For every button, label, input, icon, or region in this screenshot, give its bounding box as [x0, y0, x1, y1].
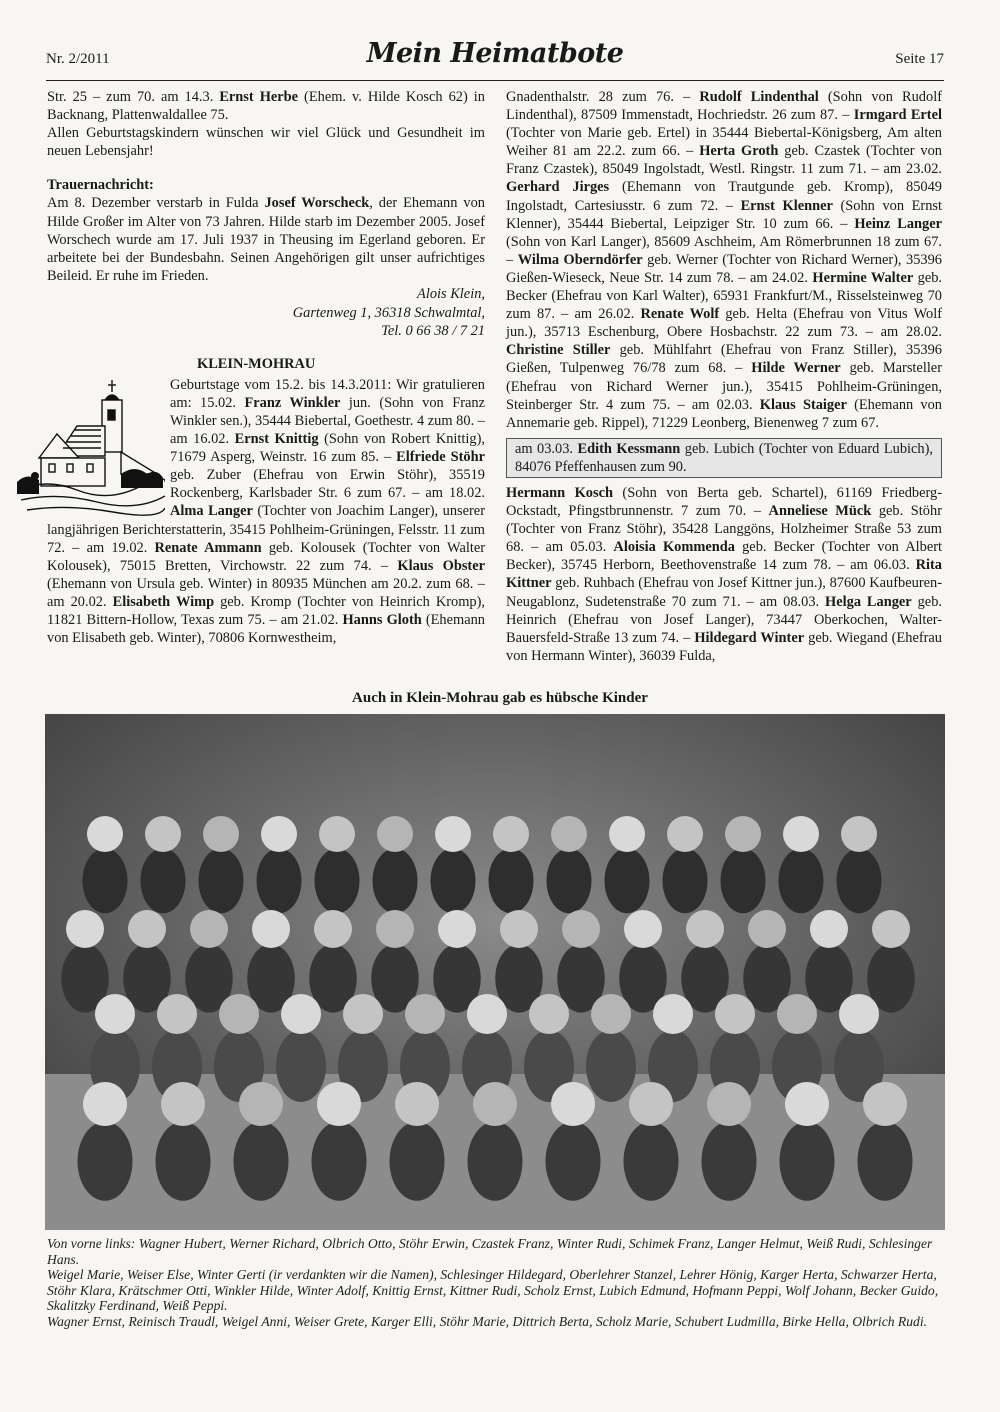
caption-row-middle: Weigel Marie, Weiser Else, Winter Gerti (ir verdankten wir die Namen), Schlesinger Hildegard, Oberlehrer Stanzel, Lehrer Hönig, Karger Herta, Schwarzer Herta, Stöhr Klara, Krätschmer Otti, Winkler Hilde, Winter Adolf, Knittig Ernst, Kittner Rudi, Scholz Ernst, Lubich Edmund, Hofmann Peppi, Wolf Johann, Becker Guido, Skalitzky Ferdinand, Weiß Peppi. — [47, 1267, 939, 1314]
child-silhouette — [780, 1122, 835, 1201]
right-column — [506, 88, 942, 665]
village-church-illustration — [17, 378, 165, 516]
child-silhouette — [721, 848, 766, 913]
child-face — [783, 816, 819, 852]
child-face — [500, 910, 538, 948]
child-silhouette — [586, 1030, 636, 1102]
child-silhouette — [837, 848, 882, 913]
text-run: Gnadenthalstr. 28 zum 76. – — [506, 89, 700, 105]
text-run: geb. Lubich (Tochter von Eduard Lubich), 84076 Pfeffenhausen zum 90. — [515, 440, 933, 475]
child-silhouette — [373, 848, 418, 913]
child-silhouette — [156, 1122, 211, 1201]
text-run: (Tochter von Joachim Langer), unserer langjährigen Berichterstatterin, 35415 Pohlheim-Grüningen, Felsstr. 11 zum 72. – am 19.02. — [47, 503, 485, 556]
child-face — [715, 994, 755, 1034]
child-face — [785, 1082, 829, 1126]
signature-address: Gartenweg 1, 36318 Schwalmtal, — [292, 304, 485, 321]
person-name: Hanns Gloth — [342, 612, 422, 629]
child-face — [725, 816, 761, 852]
child-silhouette — [141, 848, 186, 913]
child-face — [219, 994, 259, 1034]
child-face — [95, 994, 135, 1034]
child-face — [562, 910, 600, 948]
child-face — [145, 816, 181, 852]
text-run: geb. Kolousek (Tochter von Walter Kolousek), 75015 Bretten, Virchowstr. 22 zum 74. – — [47, 539, 486, 574]
child-face — [83, 1082, 127, 1126]
text-run: geb. Czastek (Tochter von Franz Czastek), 85049 Ingolstadt, Westl. Ringstr. 11 zum 71. – am 23.02. — [506, 143, 942, 178]
person-name: Hermann Kosch — [506, 484, 613, 501]
mourning-heading: Trauernachricht: — [47, 177, 154, 194]
child-face — [653, 994, 693, 1034]
child-silhouette — [390, 1122, 445, 1201]
child-face — [667, 816, 703, 852]
text-run: Str. 25 – zum 70. am 14.3. — [47, 89, 220, 105]
issue-number: Nr. 2/2011 — [46, 51, 110, 67]
paragraph: Allen Geburtstagskindern wünschen wir viel Glück und Gesundheit im neuen Lebensjahr! — [47, 125, 485, 160]
child-face — [190, 910, 228, 948]
child-face — [777, 994, 817, 1034]
text-run: , der Ehemann von Hilde Großer im Alter von 73 Jahren. Hilde starb im Dezember 2005. Josef Worschech wurde am 17. Juli 1937 in Theusing im Egerland geboren. Er arbeitete bei der Bundesbahn. Seinen Angehörigen gilt unser aufrichtiges Beileid. Er ruhe im Frieden. — [47, 195, 485, 284]
child-face — [252, 910, 290, 948]
child-silhouette — [78, 1122, 133, 1201]
text-run: (Sohn von Robert Knittig), 71679 Asperg, Weinstr. 16 zum 85. – — [170, 431, 485, 466]
text-run: geb. Mühlfahrt (Ehefrau von Franz Stiller), 35396 Gießen, Tulpenweg 76/78 zum 68. – — [506, 342, 942, 377]
person-name: Christine Stiller — [506, 342, 611, 359]
person-name: Hilde Werner — [751, 360, 841, 377]
child-face — [872, 910, 910, 948]
child-face — [128, 910, 166, 948]
child-face — [239, 1082, 283, 1126]
child-face — [551, 816, 587, 852]
person-name: Aloisia Kommenda — [613, 539, 735, 556]
child-face — [493, 816, 529, 852]
person-name: Helga Langer — [825, 593, 912, 610]
child-face — [157, 994, 197, 1034]
person-name: Heinz Langer — [854, 215, 942, 232]
person-name: Ernst Knittig — [234, 431, 319, 448]
child-face — [467, 994, 507, 1034]
child-face — [810, 910, 848, 948]
child-face — [314, 910, 352, 948]
photo-caption — [47, 1236, 947, 1330]
person-name: Wilma Oberndörfer — [517, 251, 643, 268]
child-silhouette — [489, 848, 534, 913]
child-face — [405, 994, 445, 1034]
text-run: (Sohn von Berta geb. Schartel), 61169 Friedberg-Ockstadt, Pfingstbrunnenstr. 7 zum 70. – — [506, 484, 942, 520]
child-face — [748, 910, 786, 948]
highlight-box — [506, 438, 942, 478]
child-face — [395, 1082, 439, 1126]
text-run: (Ehemann von Elisabeth geb. Winter), 70806 Kornwestheim, — [47, 612, 485, 647]
child-silhouette — [312, 1122, 367, 1201]
person-name: Herta Groth — [699, 143, 779, 160]
child-silhouette — [431, 848, 476, 913]
paragraph — [47, 194, 485, 284]
person-name: Elisabeth Wimp — [112, 593, 215, 610]
text-run: (Sohn von Rudolf Lindenthal), 87509 Immenstadt, Hochriedstr. 26 zum 87. – — [506, 89, 942, 124]
text-run: Am 8. Dezember verstarb in Fulda — [47, 195, 265, 212]
child-silhouette — [779, 848, 824, 913]
child-face — [863, 1082, 907, 1126]
paragraph — [47, 88, 485, 124]
text-run: geb. Marsteller (Ehefrau von Richard Werner jun.), 35415 Pohlheim-Grüningen, Steinberger Str. 4 zum 75. – am 02.03. — [506, 360, 942, 413]
person-name: Edith Kessmann — [577, 440, 681, 457]
child-silhouette — [605, 848, 650, 913]
text-run: geb. Ruhbach (Ehefrau von Josef Kittner jun.), 87600 Kaufbeuren-Neugablonz, Sudetenstraße 70 zum 71. – am 08.03. — [506, 575, 942, 610]
person-name: Gerhard Jirges — [506, 179, 610, 196]
text-run: Geburtstage vom 15.2. bis 14.3.2011: Wir gratulieren am: 15.02. — [170, 376, 485, 411]
text-run: geb. Stöhr (Tochter von Franz Stöhr), 35428 Langgöns, Holzheimer Straße 53 zum 68. – am 05.03. — [506, 503, 942, 556]
text-run: geb. Becker (Tochter von Albert Becker), 35745 Herborn, Beethovenstraße 14 zum 78. – am 06.03. — [506, 539, 942, 574]
text-run: geb. Helta (Ehefrau von Vitus Wolf jun.), 35713 Eschenburg, Obere Hosbachstr. 22 zum 73. – am 28.02. — [506, 306, 942, 341]
child-silhouette — [315, 848, 360, 913]
person-name: Franz Winkler — [244, 394, 341, 411]
person-name: Renate Wolf — [640, 306, 720, 323]
child-face — [551, 1082, 595, 1126]
person-name: Rita Kittner — [506, 557, 942, 592]
text-run: (Ehemann von Trautgunde geb. Kromp), 85049 Ingolstadt, Cartesiusstr. 6 zum 72. – — [506, 179, 943, 214]
text-run: geb. Werner (Tochter von Richard Werner), 35396 Gießen-Wieseck, Neue Str. 14 zum 78. – am 24.02. — [506, 251, 942, 286]
child-face — [839, 994, 879, 1034]
child-face — [435, 816, 471, 852]
child-silhouette — [199, 848, 244, 913]
section-title: KLEIN-MOHRAU — [197, 355, 316, 372]
child-face — [319, 816, 355, 852]
child-face — [438, 910, 476, 948]
person-name: Klaus Staiger — [759, 396, 847, 413]
person-name: Anneliese Mück — [768, 503, 872, 520]
signature-phone: Tel. 0 66 38 / 7 21 — [381, 323, 485, 340]
child-face — [161, 1082, 205, 1126]
child-face — [281, 994, 321, 1034]
photo-title: Auch in Klein-Mohrau gab es hübsche Kinder — [352, 690, 648, 706]
left-column — [47, 88, 485, 647]
group-photo-illustration — [45, 714, 945, 1230]
child-face — [841, 816, 877, 852]
child-silhouette — [547, 848, 592, 913]
person-name: Rudolf Lindenthal — [699, 89, 819, 105]
child-face — [473, 1082, 517, 1126]
text-run: geb. Kromp (Tochter von Heinrich Kromp), 11821 Bittern-Hollow, Texas zum 75. – am 21.02. — [47, 593, 485, 629]
child-face — [87, 816, 123, 852]
child-silhouette — [257, 848, 302, 913]
person-name: Josef Worscheck — [264, 195, 370, 212]
signature-name: Alois Klein, — [417, 285, 485, 302]
masthead-logo: Mein Heimatbote — [366, 38, 624, 69]
child-silhouette — [276, 1030, 326, 1102]
text-run: am 03.03. — [515, 440, 578, 457]
text-run: geb. Becker (Ehefrau von Karl Walter), 65931 Frankfurt/M., Risselsteinweg 70 zum 87. – am 26.02. — [506, 269, 942, 323]
child-face — [624, 910, 662, 948]
child-silhouette — [858, 1122, 913, 1201]
text-run: geb. Wiegand (Ehefrau von Hermann Winter), 36039 Fulda, — [506, 629, 942, 664]
text-run: jun. (Sohn von Franz Winkler sen.), 35444 Biebertal, Goethestr. 4 zum 80. – am 16.02. — [170, 394, 485, 448]
child-silhouette — [234, 1122, 289, 1201]
child-silhouette — [702, 1122, 757, 1201]
text-run: (Ehem. v. Hilde Kosch 62) in Backnang, Plattenwaldallee 75. — [47, 89, 485, 124]
child-silhouette — [624, 1122, 679, 1201]
child-face — [686, 910, 724, 948]
page-header — [46, 38, 944, 81]
group-photo — [45, 714, 945, 1230]
text-run: geb. Zuber (Ehefrau von Erwin Stöhr), 35519 Rockenberg, Karlsbader Str. 6 zum 67. – am 18.02. — [170, 467, 485, 502]
caption-row-front: Von vorne links: Wagner Hubert, Werner Richard, Olbrich Otto, Stöhr Erwin, Czastek Franz, Winter Rudi, Schimek Franz, Langer Helmut, Weiß Rudi, Schlesinger Hans. — [47, 1236, 933, 1267]
birthday-list — [506, 88, 942, 432]
person-name: Renate Ammann — [154, 539, 262, 556]
birthday-section — [47, 376, 485, 647]
child-face — [203, 816, 239, 852]
text-run: (Tochter von Marie geb. Ertel) in 35444 Biebertal-Königsberg, Am alten Weiher 81 am 22.2. zum 66. – — [506, 125, 942, 160]
person-name: Irmgard Ertel — [853, 107, 942, 124]
child-face — [66, 910, 104, 948]
page-number: Seite 17 — [895, 51, 944, 67]
text-run: geb. Heinrich (Ehefrau von Josef Langer), 73447 Oberkochen, Walter-Bauersfeld-Straße 13 zum 74. – — [506, 593, 942, 646]
text-run: (Sohn von Ernst Klenner), 35444 Biebertal, Leipziger Str. 10 zum 66. – — [506, 197, 942, 232]
child-face — [707, 1082, 751, 1126]
child-face — [376, 910, 414, 948]
child-face — [609, 816, 645, 852]
child-silhouette — [663, 848, 708, 913]
person-name: Klaus Obster — [397, 557, 485, 574]
child-face — [591, 994, 631, 1034]
child-face — [629, 1082, 673, 1126]
birthday-list — [506, 484, 942, 665]
child-face — [529, 994, 569, 1034]
caption-row-back: Wagner Ernst, Reinisch Traudl, Weigel Anni, Weiser Grete, Karger Elli, Stöhr Marie, Dittrich Berta, Scholz Marie, Schubert Ludmilla, Birke Hella, Olbrich Rudi. — [47, 1313, 928, 1329]
child-silhouette — [83, 848, 128, 913]
person-name: Hildegard Winter — [694, 629, 805, 646]
child-silhouette — [468, 1122, 523, 1201]
child-face — [377, 816, 413, 852]
person-name: Hermine Walter — [812, 269, 914, 286]
person-name: Alma Langer — [170, 503, 253, 520]
child-face — [343, 994, 383, 1034]
text-run: (Ehemann von Ursula geb. Winter) in 80935 München am 20.2. zum 68. – am 20.02. — [47, 575, 485, 610]
person-name: Elfriede Stöhr — [396, 449, 485, 466]
child-face — [317, 1082, 361, 1126]
person-name: Ernst Herbe — [219, 89, 299, 105]
text-run: (Sohn von Karl Langer), 85609 Aschheim, Am Römerbrunnen 18 zum 67. – — [506, 233, 942, 268]
person-name: Ernst Klenner — [740, 197, 833, 214]
child-face — [261, 816, 297, 852]
text-run: (Ehemann von Annemarie geb. Rippel), 71229 Leonberg, Bienenweg 7 zum 67. — [506, 396, 942, 431]
child-silhouette — [546, 1122, 601, 1201]
